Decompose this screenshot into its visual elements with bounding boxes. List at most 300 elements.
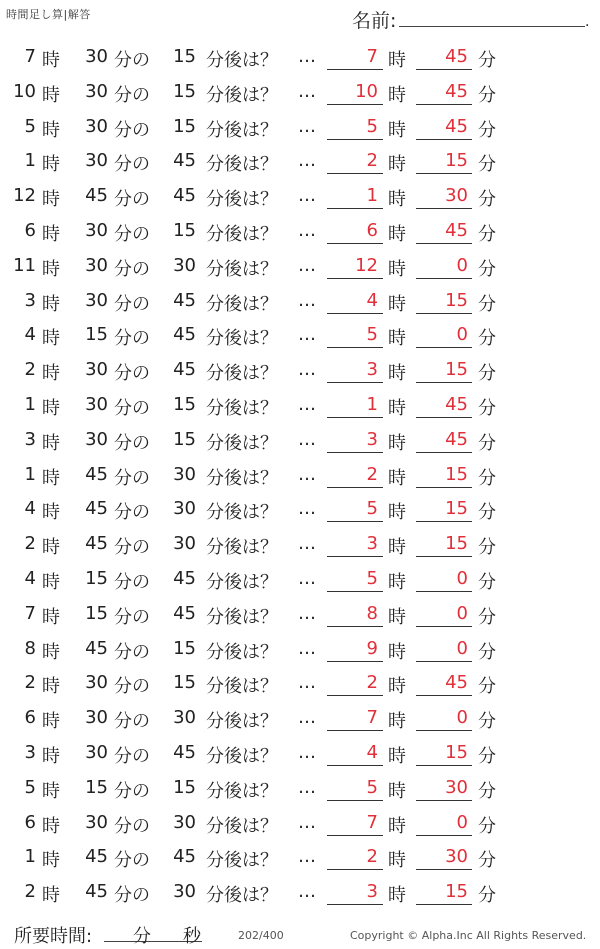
- minutes-after-label: 分後は？: [206, 850, 278, 872]
- answer-minute-line: [416, 313, 472, 314]
- problem-start-hour: 4: [24, 567, 36, 589]
- problem-row: [0, 595, 600, 630]
- answer-hour-line: [327, 487, 383, 488]
- problem-added-minutes: 15: [173, 393, 196, 415]
- problem-start-minute: 45: [85, 637, 108, 659]
- hour-label: 時: [388, 467, 406, 489]
- hour-label: 時: [42, 84, 60, 106]
- minute-of-label: 分の: [114, 606, 150, 628]
- hour-label: 時: [388, 223, 406, 245]
- problem-start-hour: 6: [24, 811, 36, 833]
- hour-label: 時: [42, 780, 60, 802]
- hour-label: 時: [388, 711, 406, 733]
- name-field-end-dot: .: [585, 14, 590, 30]
- answer-hour-line: [327, 208, 383, 209]
- ellipsis: …: [298, 324, 316, 346]
- minute-of-label: 分の: [114, 850, 150, 872]
- answer-hour: 7: [366, 707, 378, 729]
- minute-label: 分: [478, 293, 496, 315]
- problem-start-hour: 7: [24, 602, 36, 624]
- answer-hour-line: [327, 382, 383, 383]
- problem-start-minute: 30: [85, 707, 108, 729]
- problem-start-minute: 45: [85, 463, 108, 485]
- ellipsis: …: [298, 707, 316, 729]
- answer-hour: 3: [366, 881, 378, 903]
- problem-row: [0, 38, 600, 73]
- minute-label: 分: [478, 258, 496, 280]
- problem-added-minutes: 45: [173, 289, 196, 311]
- hour-label: 時: [42, 189, 60, 211]
- minute-of-label: 分の: [114, 676, 150, 698]
- answer-minute: 15: [445, 289, 468, 311]
- hour-label: 時: [388, 258, 406, 280]
- hour-label: 時: [388, 84, 406, 106]
- problem-added-minutes: 15: [173, 115, 196, 137]
- problem-start-minute: 30: [85, 289, 108, 311]
- ellipsis: …: [298, 602, 316, 624]
- minute-of-label: 分の: [114, 189, 150, 211]
- minutes-after-label: 分後は？: [206, 432, 278, 454]
- ellipsis: …: [298, 533, 316, 555]
- hour-label: 時: [388, 885, 406, 907]
- problem-row: [0, 247, 600, 282]
- problem-row: [0, 838, 600, 873]
- answer-hour-line: [327, 173, 383, 174]
- minute-label: 分: [478, 467, 496, 489]
- problem-row: [0, 630, 600, 665]
- answer-minute: 30: [445, 185, 468, 207]
- answer-hour-line: [327, 417, 383, 418]
- hour-label: 時: [388, 432, 406, 454]
- minute-of-label: 分の: [114, 154, 150, 176]
- hour-label: 時: [388, 502, 406, 524]
- answer-minute-line: [416, 835, 472, 836]
- hour-label: 時: [388, 850, 406, 872]
- problem-added-minutes: 15: [173, 46, 196, 67]
- problem-added-minutes: 45: [173, 741, 196, 763]
- hour-label: 時: [388, 363, 406, 385]
- problem-added-minutes: 15: [173, 672, 196, 694]
- problem-added-minutes: 15: [173, 776, 196, 798]
- problem-row: [0, 804, 600, 839]
- minutes-after-label: 分後は？: [206, 328, 278, 350]
- ellipsis: …: [298, 80, 316, 102]
- answer-minute-line: [416, 695, 472, 696]
- problem-row: [0, 525, 600, 560]
- hour-label: 時: [388, 293, 406, 315]
- minutes-after-label: 分後は？: [206, 119, 278, 141]
- problem-row: [0, 351, 600, 386]
- hour-label: 時: [42, 885, 60, 907]
- answer-hour: 3: [366, 533, 378, 555]
- problem-start-minute: 30: [85, 46, 108, 67]
- answer-hour: 3: [366, 359, 378, 381]
- answer-minute-line: [416, 347, 472, 348]
- minute-label: 分: [478, 745, 496, 767]
- answer-minute-line: [416, 661, 472, 662]
- minutes-after-label: 分後は？: [206, 745, 278, 767]
- hour-label: 時: [388, 50, 406, 71]
- hour-label: 時: [388, 641, 406, 663]
- answer-minute: 0: [456, 707, 468, 729]
- answer-minute-line: [416, 869, 472, 870]
- hour-label: 時: [42, 676, 60, 698]
- minute-of-label: 分の: [114, 745, 150, 767]
- hour-label: 時: [42, 606, 60, 628]
- answer-minute-line: [416, 382, 472, 383]
- problem-start-hour: 3: [24, 741, 36, 763]
- problem-row: [0, 699, 600, 734]
- answer-minute: 45: [445, 672, 468, 694]
- answer-hour: 5: [366, 776, 378, 798]
- hour-label: 時: [42, 850, 60, 872]
- answer-hour-line: [327, 591, 383, 592]
- ellipsis: …: [298, 289, 316, 311]
- hour-label: 時: [42, 711, 60, 733]
- problem-start-hour: 2: [24, 533, 36, 555]
- problem-start-minute: 30: [85, 428, 108, 450]
- hour-label: 時: [42, 815, 60, 837]
- hour-label: 時: [388, 571, 406, 593]
- minute-of-label: 分の: [114, 397, 150, 419]
- problem-added-minutes: 30: [173, 881, 196, 903]
- answer-hour-line: [327, 835, 383, 836]
- problem-row: [0, 108, 600, 143]
- answer-minute: 0: [456, 324, 468, 346]
- answer-minute-line: [416, 69, 472, 70]
- answer-hour: 5: [366, 324, 378, 346]
- minutes-after-label: 分後は？: [206, 397, 278, 419]
- minute-label: 分: [478, 432, 496, 454]
- answer-minute-line: [416, 173, 472, 174]
- problem-added-minutes: 45: [173, 602, 196, 624]
- answer-minute: 15: [445, 741, 468, 763]
- answer-minute: 0: [456, 811, 468, 833]
- problem-start-hour: 3: [24, 428, 36, 450]
- answer-hour: 7: [366, 811, 378, 833]
- problem-row: [0, 282, 600, 317]
- problem-start-hour: 4: [24, 324, 36, 346]
- problem-start-hour: 1: [24, 150, 36, 172]
- minute-label: 分: [478, 850, 496, 872]
- answer-minute-line: [416, 591, 472, 592]
- minute-label: 分: [478, 537, 496, 559]
- answer-hour-line: [327, 104, 383, 105]
- answer-minute-line: [416, 765, 472, 766]
- problem-start-minute: 30: [85, 219, 108, 241]
- answer-hour-line: [327, 800, 383, 801]
- answer-minute-line: [416, 139, 472, 140]
- answer-hour-line: [327, 452, 383, 453]
- answer-hour: 2: [366, 463, 378, 485]
- problem-start-minute: 15: [85, 324, 108, 346]
- hour-label: 時: [42, 397, 60, 419]
- answer-minute: 0: [456, 637, 468, 659]
- minutes-after-label: 分後は？: [206, 50, 278, 71]
- ellipsis: …: [298, 115, 316, 137]
- hour-label: 時: [388, 189, 406, 211]
- minute-label: 分: [478, 397, 496, 419]
- answer-minute-line: [416, 278, 472, 279]
- problem-start-minute: 30: [85, 741, 108, 763]
- problem-added-minutes: 45: [173, 846, 196, 868]
- minute-label: 分: [478, 815, 496, 837]
- minute-label: 分: [478, 363, 496, 385]
- ellipsis: …: [298, 846, 316, 868]
- problem-start-minute: 45: [85, 498, 108, 520]
- answer-hour: 2: [366, 846, 378, 868]
- hour-label: 時: [42, 537, 60, 559]
- minute-of-label: 分の: [114, 293, 150, 315]
- problem-start-minute: 30: [85, 811, 108, 833]
- ellipsis: …: [298, 567, 316, 589]
- ellipsis: …: [298, 359, 316, 381]
- answer-hour: 7: [366, 46, 378, 67]
- minute-label: 分: [478, 641, 496, 663]
- ellipsis: …: [298, 219, 316, 241]
- answer-hour-line: [327, 243, 383, 244]
- answer-hour-line: [327, 869, 383, 870]
- problem-added-minutes: 45: [173, 185, 196, 207]
- answer-minute: 45: [445, 46, 468, 67]
- problem-start-hour: 1: [24, 393, 36, 415]
- ellipsis: …: [298, 498, 316, 520]
- minute-label: 分: [478, 154, 496, 176]
- problem-start-hour: 12: [13, 185, 36, 207]
- ellipsis: …: [298, 637, 316, 659]
- answer-minute: 15: [445, 498, 468, 520]
- problem-row: [0, 769, 600, 804]
- answer-hour: 3: [366, 428, 378, 450]
- problem-start-minute: 30: [85, 393, 108, 415]
- answer-hour-line: [327, 556, 383, 557]
- problem-start-minute: 30: [85, 80, 108, 102]
- problem-added-minutes: 30: [173, 463, 196, 485]
- hour-label: 時: [388, 606, 406, 628]
- minute-of-label: 分の: [114, 258, 150, 280]
- answer-minute: 30: [445, 846, 468, 868]
- minute-label: 分: [478, 189, 496, 211]
- hour-label: 時: [42, 258, 60, 280]
- minute-label: 分: [478, 606, 496, 628]
- minutes-after-label: 分後は？: [206, 885, 278, 907]
- minutes-after-label: 分後は？: [206, 223, 278, 245]
- answer-minute: 0: [456, 602, 468, 624]
- answer-minute-line: [416, 556, 472, 557]
- problem-added-minutes: 45: [173, 150, 196, 172]
- answer-hour: 8: [366, 602, 378, 624]
- hour-label: 時: [42, 363, 60, 385]
- problem-start-hour: 8: [24, 637, 36, 659]
- problem-list: [0, 38, 600, 908]
- minute-label: 分: [478, 223, 496, 245]
- minute-of-label: 分の: [114, 711, 150, 733]
- answer-minute-line: [416, 208, 472, 209]
- problem-start-hour: 7: [24, 46, 36, 67]
- problem-start-hour: 1: [24, 846, 36, 868]
- ellipsis: …: [298, 776, 316, 798]
- minute-of-label: 分の: [114, 502, 150, 524]
- ellipsis: …: [298, 46, 316, 67]
- hour-label: 時: [42, 293, 60, 315]
- minutes-after-label: 分後は？: [206, 363, 278, 385]
- hour-label: 時: [388, 745, 406, 767]
- ellipsis: …: [298, 150, 316, 172]
- ellipsis: …: [298, 393, 316, 415]
- answer-hour-line: [327, 69, 383, 70]
- answer-minute: 15: [445, 463, 468, 485]
- hour-label: 時: [388, 676, 406, 698]
- minute-of-label: 分の: [114, 328, 150, 350]
- hour-label: 時: [388, 815, 406, 837]
- problem-row: [0, 386, 600, 421]
- hour-label: 時: [42, 50, 60, 71]
- minute-of-label: 分の: [114, 119, 150, 141]
- answer-hour: 1: [366, 185, 378, 207]
- problem-start-minute: 45: [85, 846, 108, 868]
- problem-added-minutes: 45: [173, 359, 196, 381]
- answer-hour: 10: [355, 80, 378, 102]
- answer-minute: 30: [445, 776, 468, 798]
- answer-minute-line: [416, 417, 472, 418]
- problem-start-minute: 30: [85, 254, 108, 276]
- hour-label: 時: [42, 223, 60, 245]
- answer-minute: 45: [445, 115, 468, 137]
- problem-start-minute: 45: [85, 185, 108, 207]
- minutes-after-label: 分後は？: [206, 84, 278, 106]
- problem-row: [0, 142, 600, 177]
- minute-of-label: 分の: [114, 467, 150, 489]
- answer-hour-line: [327, 730, 383, 731]
- problem-start-hour: 2: [24, 881, 36, 903]
- answer-hour-line: [327, 139, 383, 140]
- minute-of-label: 分の: [114, 223, 150, 245]
- hour-label: 時: [388, 119, 406, 141]
- ellipsis: …: [298, 672, 316, 694]
- minutes-after-label: 分後は？: [206, 189, 278, 211]
- answer-hour: 2: [366, 672, 378, 694]
- problem-added-minutes: 15: [173, 637, 196, 659]
- answer-minute: 45: [445, 393, 468, 415]
- answer-hour: 5: [366, 498, 378, 520]
- answer-hour-line: [327, 695, 383, 696]
- minutes-after-label: 分後は？: [206, 258, 278, 280]
- answer-hour-line: [327, 765, 383, 766]
- answer-minute: 15: [445, 150, 468, 172]
- minute-of-label: 分の: [114, 50, 150, 71]
- hour-label: 時: [42, 467, 60, 489]
- minutes-after-label: 分後は？: [206, 502, 278, 524]
- problem-start-hour: 6: [24, 219, 36, 241]
- answer-minute: 15: [445, 881, 468, 903]
- problem-added-minutes: 30: [173, 811, 196, 833]
- minute-label: 分: [478, 780, 496, 802]
- minute-of-label: 分の: [114, 432, 150, 454]
- minute-label: 分: [478, 119, 496, 141]
- problem-row: [0, 873, 600, 908]
- hour-label: 時: [42, 502, 60, 524]
- answer-minute-line: [416, 104, 472, 105]
- minutes-after-label: 分後は？: [206, 815, 278, 837]
- ellipsis: …: [298, 811, 316, 833]
- minutes-after-label: 分後は？: [206, 641, 278, 663]
- minutes-after-label: 分後は？: [206, 537, 278, 559]
- problem-row: [0, 177, 600, 212]
- time-required-label: 所要時間:: [14, 926, 93, 947]
- problem-added-minutes: 30: [173, 498, 196, 520]
- answer-minute: 15: [445, 359, 468, 381]
- answer-hour-line: [327, 313, 383, 314]
- hour-label: 時: [388, 154, 406, 176]
- worksheet-title: 時間足し算|解答: [6, 8, 91, 21]
- answer-minute-line: [416, 487, 472, 488]
- minute-of-label: 分の: [114, 885, 150, 907]
- problem-start-minute: 15: [85, 567, 108, 589]
- problem-start-minute: 30: [85, 672, 108, 694]
- minute-label: 分: [478, 676, 496, 698]
- name-label: 名前:: [352, 10, 397, 32]
- page-number: 202/400: [238, 929, 284, 942]
- minute-label: 分: [478, 885, 496, 907]
- answer-minute: 15: [445, 533, 468, 555]
- minute-of-label: 分の: [114, 571, 150, 593]
- answer-minute-line: [416, 904, 472, 905]
- problem-added-minutes: 30: [173, 254, 196, 276]
- answer-hour-line: [327, 278, 383, 279]
- hour-label: 時: [42, 571, 60, 593]
- problem-row: [0, 73, 600, 108]
- problem-start-minute: 15: [85, 602, 108, 624]
- answer-hour-line: [327, 661, 383, 662]
- answer-hour-line: [327, 626, 383, 627]
- answer-minute-line: [416, 243, 472, 244]
- hour-label: 時: [42, 641, 60, 663]
- problem-row: [0, 490, 600, 525]
- problem-start-hour: 11: [13, 254, 36, 276]
- answer-hour-line: [327, 347, 383, 348]
- hour-label: 時: [42, 745, 60, 767]
- hour-label: 時: [42, 154, 60, 176]
- problem-start-minute: 30: [85, 359, 108, 381]
- hour-label: 時: [42, 432, 60, 454]
- answer-hour: 9: [366, 637, 378, 659]
- minutes-after-label: 分後は？: [206, 154, 278, 176]
- answer-minute: 0: [456, 567, 468, 589]
- minutes-after-label: 分後は？: [206, 571, 278, 593]
- problem-start-minute: 30: [85, 115, 108, 137]
- hour-label: 時: [388, 537, 406, 559]
- minute-of-label: 分の: [114, 780, 150, 802]
- problem-start-hour: 6: [24, 707, 36, 729]
- minute-of-label: 分の: [114, 363, 150, 385]
- minutes-after-label: 分後は？: [206, 676, 278, 698]
- problem-row: [0, 212, 600, 247]
- minute-of-label: 分の: [114, 537, 150, 559]
- problem-added-minutes: 15: [173, 219, 196, 241]
- problem-row: [0, 316, 600, 351]
- answer-minute-line: [416, 521, 472, 522]
- answer-hour: 4: [366, 741, 378, 763]
- minute-label: 分: [478, 328, 496, 350]
- problem-start-hour: 2: [24, 672, 36, 694]
- problem-row: [0, 664, 600, 699]
- problem-start-minute: 45: [85, 881, 108, 903]
- ellipsis: …: [298, 463, 316, 485]
- answer-minute: 0: [456, 254, 468, 276]
- problem-added-minutes: 45: [173, 567, 196, 589]
- problem-start-minute: 30: [85, 150, 108, 172]
- answer-minute: 45: [445, 219, 468, 241]
